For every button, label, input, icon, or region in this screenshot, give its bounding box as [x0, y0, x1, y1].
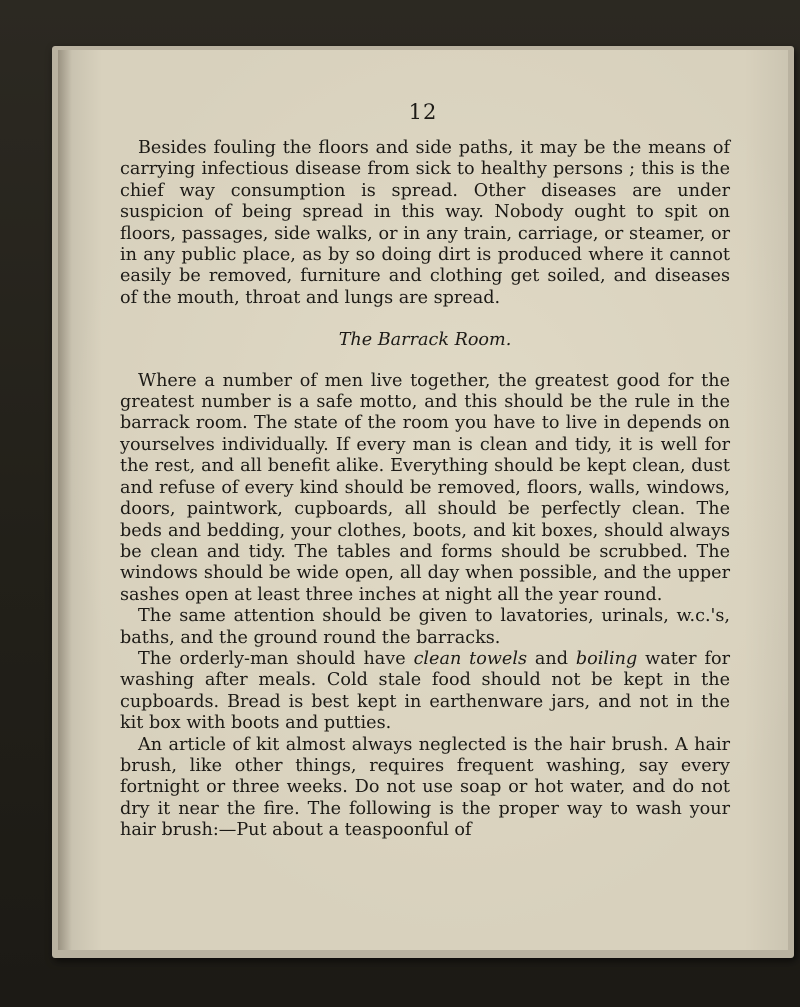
paragraph-hair-brush: An article of kit almost always neglected is the hair brush. A hair brush, like other things, requires frequent washing, say every fortnight or three weeks. Do not use soap or hot water, and do not dry it near the fire. The following is the proper way to wash your hair brush:—Put about a teaspoonful of — [120, 734, 730, 841]
emphasis-clean-towels: clean towels — [413, 648, 527, 669]
paragraph-spitting: Besides fouling the floors and side paths, it may be the means of carrying infectious disease from sick to healthy persons ; this is the chief way consumption is spread. Other diseases are under suspicion of being spread in this way. Nobody ought to spit on floors, passages, side walks, or in any train, carriage, or steamer, or in any public place, as by so doing dirt is produced where it cannot easily be removed, furniture and clothing get soiled, and diseases of the mouth, throat and lungs are spread. — [120, 138, 730, 308]
paragraph-orderly-man-text-2: and — [526, 648, 576, 669]
paragraph-orderly-man-text-1: The orderly-man should have — [138, 648, 414, 669]
book-page — [58, 50, 788, 950]
paragraph-lavatories: The same attention should be given to lavatories, urinals, w.c.'s, baths, and the ground round the barracks. — [120, 606, 730, 648]
section-heading-barrack-room: The Barrack Room. — [338, 330, 512, 351]
paragraph-orderly-man-text-3: water for washing after meals. Cold stale food should not be kept in the cupboards. Bread is best kept in earthenware jars, and not in the kit box with boots and putties. — [120, 648, 731, 734]
emphasis-boiling: boiling — [575, 648, 638, 669]
page-gutter-shadow — [58, 50, 72, 950]
paragraph-barrack-room: Where a number of men live together, the greatest good for the greatest number is a safe motto, and this should be the rule in the barrack room. The state of the room you have to live in depends on yourselves individually. If every man is clean and tidy, it is well for the rest, and all benefit alike. Everything should be kept clean, dust and refuse of every kind should be removed, floors, walls, windows, doors, paintwork, cupboards, all should be perfectly clean. The beds and bedding, your clothes, boots, and kit boxes, should always be clean and tidy. The tables and forms should be scrubbed. The windows should be wide open, all day when possible, and the upper sashes open at least three inches at night all the year round. — [120, 370, 730, 605]
paragraph-orderly-man — [120, 649, 730, 735]
page-number: 12 — [408, 100, 438, 124]
page-body — [120, 138, 730, 842]
